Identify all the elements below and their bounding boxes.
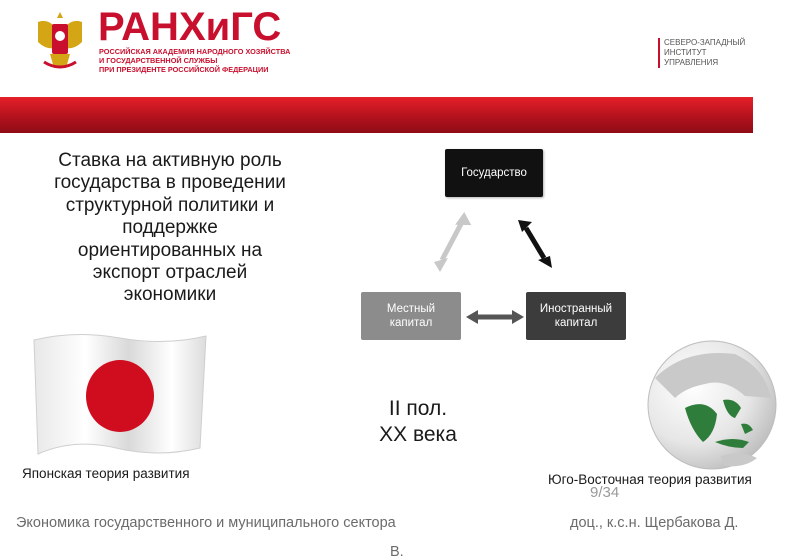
diagram-node-state [445, 149, 543, 197]
logo-subtitle-line: РОССИЙСКАЯ АКАДЕМИЯ НАРОДНОГО ХОЗЯЙСТВА [99, 47, 291, 56]
main-text-line: экспорт отраслей [92, 262, 248, 284]
main-text-line: Ставка на активную роль [58, 150, 282, 171]
period-line: II пол. [388, 397, 448, 420]
page-number: 9/34 [590, 484, 620, 501]
southeast-asia-globe-icon [645, 338, 780, 473]
main-text-line: государства в проведении [54, 172, 286, 194]
period-label [358, 396, 478, 448]
main-text-line: поддержке [122, 217, 218, 239]
japan-flag-icon [30, 330, 210, 460]
diagram-node-foreign-capital [526, 292, 626, 340]
main-text-line: ориентированных на [77, 239, 263, 261]
institute-line: СЕВЕРО-ЗАПАДНЫЙ [664, 38, 746, 47]
node-label: Государство [461, 167, 527, 179]
caption-southeast-theory: Юго-Восточная теория развития [548, 472, 752, 487]
institute-line: УПРАВЛЕНИЯ [664, 58, 719, 67]
diagram-node-local-capital [361, 292, 461, 340]
node-label: капитал [389, 317, 433, 329]
eagle-emblem-icon [30, 8, 90, 74]
node-label: Иностранный [539, 303, 613, 315]
caption-japanese-theory: Японская теория развития [22, 466, 190, 481]
footer-author: доц., к.с.н. Щербакова Д. [570, 515, 739, 531]
footer-course-title: Экономика государственного и муниципального сектора [16, 515, 396, 531]
main-text [30, 150, 310, 307]
arrow-state-foreign [518, 220, 552, 268]
institute-line: ИНСТИТУТ [664, 48, 707, 57]
logo-subtitle-line: ПРИ ПРЕЗИДЕНТЕ РОССИЙСКОЙ ФЕДЕРАЦИИ [99, 65, 269, 74]
footer-author-continued: В. [390, 544, 404, 560]
logo-title: РАНХиГС [98, 5, 282, 49]
main-text-line: структурной политики и [65, 194, 275, 216]
node-label: капитал [554, 317, 598, 329]
period-line: XX века [379, 423, 457, 446]
arrow-state-local [434, 212, 471, 272]
header-red-band [0, 97, 753, 133]
main-text-line: экономики [123, 284, 217, 306]
node-label: Местный [386, 303, 436, 315]
arrow-local-foreign [466, 310, 524, 324]
logo-subtitle-line: И ГОСУДАРСТВЕННОЙ СЛУЖБЫ [99, 56, 218, 65]
institute-name [658, 38, 745, 68]
